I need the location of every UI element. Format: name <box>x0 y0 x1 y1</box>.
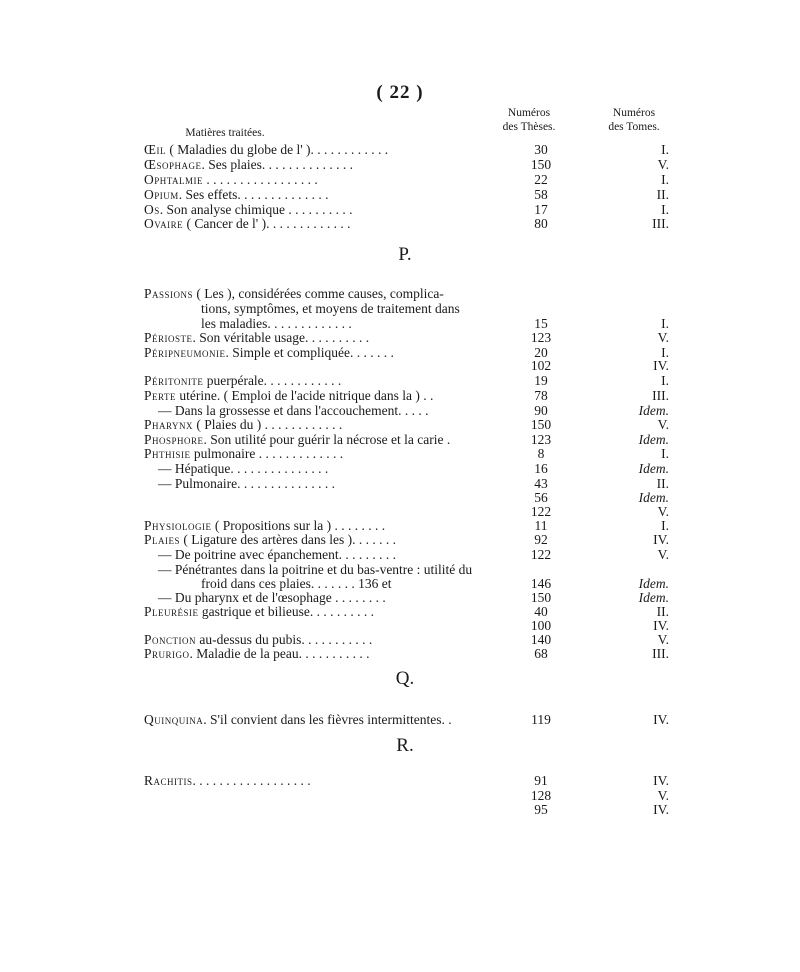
these-number: 58 <box>534 187 548 202</box>
tome-number: IV. <box>653 618 669 633</box>
entry-text <box>144 187 329 203</box>
entry-description: ( Maladies du globe de l' ). . . . . . . . . . . . <box>166 142 389 157</box>
these-number: 78 <box>534 388 548 403</box>
these-number: 11 <box>534 518 548 533</box>
these-number: 123 <box>530 330 552 345</box>
entry-term: Physiologie <box>144 518 212 533</box>
entry-description: . Son analyse chimique . . . . . . . . . . <box>159 202 353 217</box>
entry-term: Os <box>144 202 160 217</box>
entry-term: Prurigo <box>144 646 190 661</box>
entry-description: — Hépatique. . . . . . . . . . . . . . . <box>158 461 329 476</box>
table-row <box>144 773 669 789</box>
tome-number: IV. <box>653 532 669 547</box>
tome-number: III. <box>652 646 669 661</box>
table-row <box>144 157 669 173</box>
entry-term: Péripneumonie <box>144 345 226 360</box>
table-row <box>144 417 669 433</box>
entry-term: Ophtalmie <box>144 172 204 187</box>
these-number: 122 <box>530 504 552 519</box>
page-number: ( 22 ) <box>376 82 424 103</box>
header-matieres: Matières traitées. <box>185 127 265 139</box>
entry-term: Passions <box>144 286 194 301</box>
entry-description: — De poitrine avec épanchement. . . . . . . . . <box>158 547 397 562</box>
these-number: 146 <box>530 576 552 591</box>
tome-number: Idem. <box>638 490 669 505</box>
tome-number: Idem. <box>638 432 669 447</box>
entry-description: — Du pharynx et de l'œsophage . . . . . . . . <box>158 590 386 605</box>
tome-number: III. <box>652 388 669 403</box>
these-number: 95 <box>534 802 548 817</box>
entry-term: Ovaire <box>144 216 184 231</box>
tome-number: Idem. <box>638 590 669 605</box>
these-number: 56 <box>534 490 548 505</box>
tome-number: I. <box>661 446 669 461</box>
entry-text <box>201 301 460 317</box>
entry-text <box>144 646 369 662</box>
entry-description: au-dessus du pubis. . . . . . . . . . . <box>196 632 373 647</box>
table-row <box>144 142 669 158</box>
these-number: 19 <box>534 373 548 388</box>
tome-number: V. <box>657 417 669 432</box>
entry-description: froid dans ces plaies. . . . . . . 136 et <box>201 576 392 591</box>
table-row <box>144 461 669 477</box>
entry-term: Œil <box>144 142 166 157</box>
entry-text <box>144 172 318 188</box>
entry-term: Œsophage <box>144 157 202 172</box>
entry-description: — Dans la grossesse et dans l'accouchement. . . . . <box>158 403 429 418</box>
entry-description: . Ses effets. . . . . . . . . . . . . . <box>178 187 329 202</box>
entry-text <box>144 216 351 232</box>
these-number: 123 <box>530 432 552 447</box>
these-number: 140 <box>530 632 552 647</box>
table-row <box>144 187 669 203</box>
tome-number: I. <box>661 373 669 388</box>
these-number: 150 <box>530 417 552 432</box>
these-number: 30 <box>534 142 548 157</box>
tome-number: Idem. <box>638 403 669 418</box>
these-number: 15 <box>534 316 548 331</box>
entry-term: Pharynx <box>144 417 194 432</box>
entry-description: — Pénétrantes dans la poitrine et du bas-ventre : utilité du <box>158 562 473 577</box>
these-number: 150 <box>530 590 552 605</box>
entry-description: tions, symptômes, et moyens de traitement dans <box>201 301 460 316</box>
entry-term: Quinquina <box>144 712 204 727</box>
entry-description: — Pulmonaire. . . . . . . . . . . . . . . <box>158 476 335 491</box>
entry-description: gastrique et bilieuse. . . . . . . . . . <box>198 604 374 619</box>
header-numeros-tomes-line1: Numéros <box>612 107 656 119</box>
table-row <box>144 216 669 232</box>
entry-term: Rachitis <box>144 773 193 788</box>
entry-description: . Simple et compliquée. . . . . . . <box>225 345 394 360</box>
table-row <box>144 358 669 374</box>
entry-term: Opium <box>144 187 179 202</box>
tome-number: Idem. <box>638 461 669 476</box>
table-row <box>144 547 669 563</box>
entry-text <box>144 142 388 158</box>
entry-description: ( Cancer de l' ). . . . . . . . . . . . . <box>183 216 351 231</box>
entry-description: ( Les ), considérées comme causes, complica- <box>193 286 444 301</box>
these-number: 22 <box>534 172 548 187</box>
entry-term: Pleurésie <box>144 604 199 619</box>
section-letter-p: P. <box>398 244 412 265</box>
tome-number: V. <box>657 547 669 562</box>
these-number: 122 <box>530 547 552 562</box>
tome-number: I. <box>661 316 669 331</box>
section-letter-q: Q. <box>395 668 415 689</box>
entry-text <box>144 388 433 404</box>
entry-text <box>144 157 353 173</box>
these-number: 100 <box>530 618 552 633</box>
tome-number: I. <box>661 172 669 187</box>
entry-description: . S'il convient dans les fièvres intermittentes. . <box>203 712 452 727</box>
entry-description: . . . . . . . . . . . . . . . . . <box>203 172 318 187</box>
table-row <box>144 712 669 728</box>
table-row <box>144 301 664 317</box>
table-row <box>144 330 669 346</box>
tome-number: II. <box>656 187 669 202</box>
table-row <box>144 446 669 462</box>
these-number: 40 <box>534 604 548 619</box>
entry-text <box>144 773 311 789</box>
tome-number: V. <box>657 504 669 519</box>
tome-number: I. <box>661 345 669 360</box>
table-row <box>144 802 669 818</box>
entry-text <box>144 373 341 389</box>
tome-number: V. <box>657 788 669 803</box>
tome-number: V. <box>657 330 669 345</box>
entry-text <box>144 417 342 433</box>
these-number: 128 <box>530 788 552 803</box>
tome-number: I. <box>661 202 669 217</box>
entry-text <box>144 532 396 548</box>
these-number: 90 <box>534 403 548 418</box>
entry-term: Périoste <box>144 330 193 345</box>
entry-text <box>144 330 369 346</box>
entry-description: . Maladie de la peau. . . . . . . . . . . <box>189 646 370 661</box>
entry-description: puerpérale. . . . . . . . . . . . <box>203 373 342 388</box>
these-number: 68 <box>534 646 548 661</box>
entry-text <box>158 547 396 563</box>
tome-number: I. <box>661 142 669 157</box>
table-row <box>144 373 669 389</box>
entry-description: . Son véritable usage. . . . . . . . . . <box>192 330 370 345</box>
these-number: 80 <box>534 216 548 231</box>
table-row <box>144 646 669 662</box>
these-number: 43 <box>534 476 548 491</box>
table-row <box>144 532 669 548</box>
these-number: 20 <box>534 345 548 360</box>
entry-text <box>158 461 328 477</box>
tome-number: II. <box>656 604 669 619</box>
table-row <box>144 388 669 404</box>
entry-text <box>144 286 444 302</box>
entry-description: utérine. ( Emploi de l'acide nitrique dans la ) . . <box>175 388 434 403</box>
tome-number: V. <box>657 632 669 647</box>
entry-term: Perte <box>144 388 176 403</box>
entry-term: Ponction <box>144 632 197 647</box>
tome-number: III. <box>652 216 669 231</box>
these-number: 92 <box>534 532 548 547</box>
tome-number: IV. <box>653 712 669 727</box>
tome-number: IV. <box>653 773 669 788</box>
tome-number: IV. <box>653 802 669 817</box>
tome-number: Idem. <box>638 576 669 591</box>
entry-term: Phthisie <box>144 446 191 461</box>
these-number: 119 <box>531 712 551 727</box>
table-row <box>144 286 664 302</box>
these-number: 17 <box>534 202 548 217</box>
header-numeros-theses-line1: Numéros <box>507 107 551 119</box>
entry-term: Phosphore <box>144 432 204 447</box>
tome-number: I. <box>661 518 669 533</box>
these-number: 150 <box>530 157 552 172</box>
these-number: 102 <box>530 358 552 373</box>
entry-term: Péritonite <box>144 373 204 388</box>
entry-text <box>144 446 343 462</box>
entry-term: Plaies <box>144 532 181 547</box>
tome-number: V. <box>657 157 669 172</box>
entry-description: les maladies. . . . . . . . . . . . . <box>201 316 352 331</box>
entry-description: ( Plaies du ) . . . . . . . . . . . . <box>193 417 343 432</box>
entry-description: ( Propositions sur la ) . . . . . . . . <box>211 518 386 533</box>
table-row <box>144 172 669 188</box>
entry-description: ( Ligature des artères dans les ). . . . . . . <box>180 532 396 547</box>
entry-text <box>144 712 452 728</box>
tome-number: IV. <box>653 358 669 373</box>
header-numeros-tomes-line2: des Tomes. <box>608 121 660 133</box>
header-numeros-theses <box>494 106 564 134</box>
these-number: 16 <box>534 461 548 476</box>
these-number: 91 <box>534 773 548 788</box>
header-numeros-theses-line2: des Thèses. <box>502 121 556 133</box>
header-numeros-tomes <box>594 106 674 134</box>
entry-description: . Son utilité pour guérir la nécrose et la carie . <box>203 432 451 447</box>
entry-description: . . . . . . . . . . . . . . . . . . <box>192 773 311 788</box>
tome-number: II. <box>656 476 669 491</box>
entry-description: . Ses plaies. . . . . . . . . . . . . . <box>201 157 354 172</box>
entry-description: pulmonaire . . . . . . . . . . . . . <box>190 446 344 461</box>
section-letter-r: R. <box>396 735 414 756</box>
these-number: 8 <box>537 446 545 461</box>
